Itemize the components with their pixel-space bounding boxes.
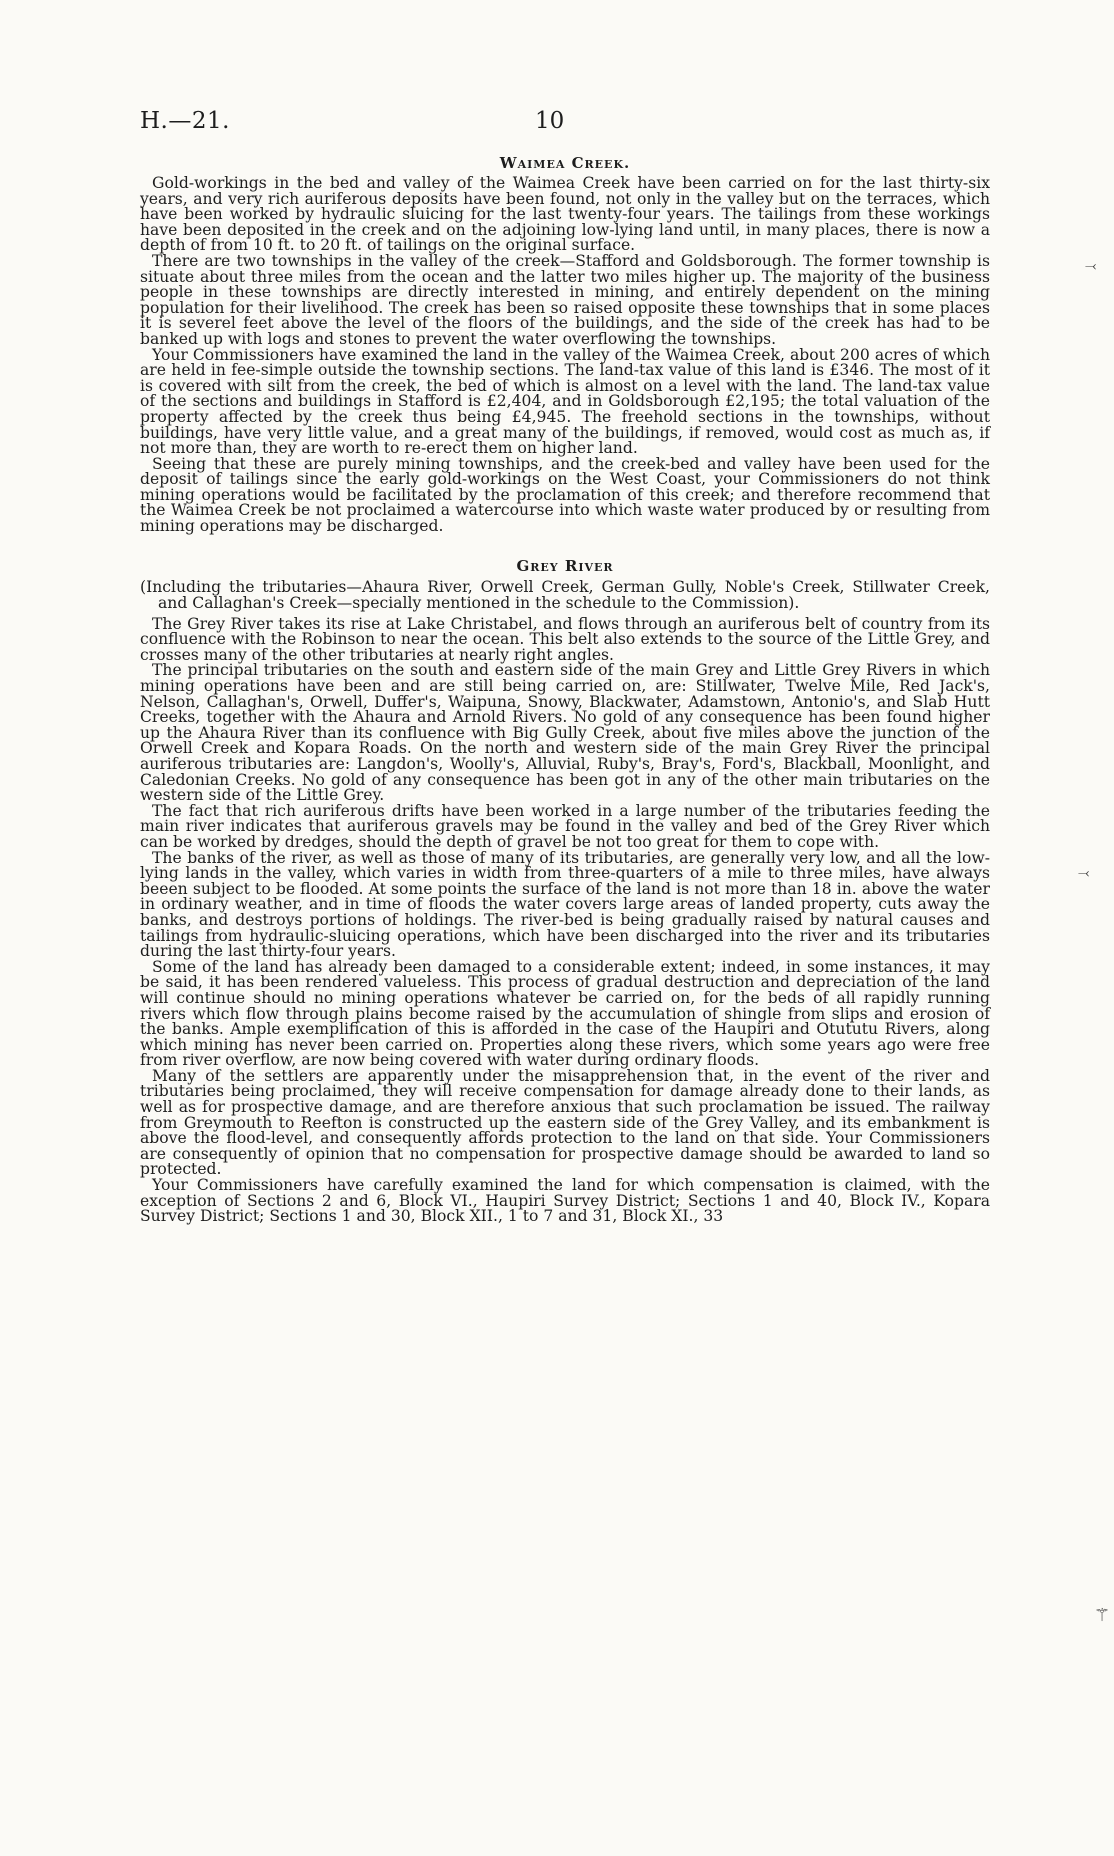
- paragraph: Some of the land has already been damaged to a considerable extent; indeed, in some instances, it may be said, it has been rendered valueless. This process of gradual destruction and depreciation of the land will continue should no mining operations whatever be carried on, for the beds of all rapidly running rivers which flow through plains become raised by the accumulation of shingle from slips and erosion of the banks. Ample exemplification of this is afforded in the case of the Haupiri and Otututu Rivers, along which mining has never been carried on. Properties along these rivers, which some years ago were free from river overflow, are now being covered with water during ordinary floods.: [140, 957, 990, 1070]
- paragraph: Many of the settlers are apparently under the misapprehension that, in the event of the river and tributaries being proclaimed, they will receive compensation for damage already done to their lands, as well as for prospective damage, and are therefore anxious that such proclamation be issued. The railway from Greymouth to Reefton is constructed up the eastern side of the Grey Valley, and its embankment is above the flood-level, and consequently affords protection to the land on that side. Your Commissioners are consequently of opinion that no compensation for prospective damage should be awarded to land so protected.: [140, 1066, 990, 1179]
- paragraph: Your Commissioners have carefully examined the land for which compensation is claimed, with the exception of Sections 2 and 6, Block VI., Haupiri Survey District; Sections 1 and 40, Block IV., Kopara Survey District; Sections 1 and 30, Block XII., 1 to 7 and 31, Block XI., 33: [140, 1176, 990, 1226]
- section-waimea-creek: [140, 154, 990, 535]
- section-grey-river: [140, 557, 990, 1225]
- section-heading: Grey River: [516, 556, 614, 575]
- paragraph: Gold-workings in the bed and valley of the Waimea Creek have been carried on for the last thirty-six years, and very rich auriferous deposits have been found, not only in the valley but on the terraces, which have been worked by hydraulic sluicing for the last twenty-four years. The tailings from these workings have been deposited in the creek and on the adjoining low-lying land until, in many places, there is now a depth of from 10 ft. to 20 ft. of tailings on the original surface.: [140, 174, 990, 255]
- section-note: (Including the tributaries—Ahaura River, Orwell Creek, German Gully, Noble's Creek, Stillwater Creek, and Callaghan's Creek—specially mentioned in the schedule to the Commission).: [140, 577, 990, 612]
- paragraph: The principal tributaries on the south and eastern side of the main Grey and Little Grey Rivers in which mining operations have been and are still being carried on, are: Stillwater, Twelve Mile, Red Jack's, Nelson, Callaghan's, Orwell, Duffer's, Waipuna, Snowy, Blackwater, Adamstown, Antonio's, and Slab Hutt Creeks, together with the Ahaura and Arnold Rivers. No gold of any consequence has been found higher up the Ahaura River than its confluence with Big Gully Creek, about five miles above the junction of the Orwell Creek and Kopara Roads. On the north and western side of the main Grey River the principal auriferous tributaries are: Langdon's, Woolly's, Alluvial, Ruby's, Bray's, Ford's, Blackball, Moonlight, and Caledonian Creeks. No gold of any consequence has been got in any of the other main tributaries on the western side of the Little Grey.: [140, 661, 990, 805]
- paragraph: Seeing that these are purely mining townships, and the creek-bed and valley have been used for the deposit of tailings since the early gold-workings on the West Coast, your Commissioners do not think mining operations would be facilitated by the proclamation of this creek; and therefore recommend that the Waimea Creek be not proclaimed a watercourse into which waste water produced by or resulting from mining operations may be discharged.: [140, 454, 990, 536]
- paragraph: Your Commissioners have examined the land in the valley of the Waimea Creek, about 200 acres of which are held in fee-simple outside the township sections. The land-tax value of this land is £346. The most of it is covered with silt from the creek, the bed of which is almost on a level with the land. The land-tax value of the sections and buildings in Stafford is £2,404, and in Goldsborough £2,195; the total valuation of the property affected by the creek thus being £4,945. The freehold sections in the townships, without buildings, have very little value, and a great many of the buildings, if removed, would cost as much as, if not more than, they are worth to re-erect them on higher land.: [140, 345, 990, 458]
- margin-mark: ⤙: [1085, 258, 1097, 274]
- paragraph: The Grey River takes its rise at Lake Christabel, and flows through an auriferous belt of country from its confluence with the Robinson to near the ocean. This belt also extends to the source of the Little Grey, and crosses many of the other tributaries at nearly right angles.: [140, 614, 990, 664]
- section-heading: Waimea Creek.: [499, 154, 631, 172]
- page-header: [140, 108, 990, 142]
- paragraph: The fact that rich auriferous drifts have been worked in a large number of the tributaries feeding the main river indicates that auriferous gravels may be found in the valley and bed of the Grey River which can be worked by dredges, should the depth of gravel be not too great for them to cope with.: [140, 801, 990, 851]
- document-page: [140, 108, 990, 1225]
- page-number: 10: [535, 108, 565, 134]
- margin-mark: ⤙: [1078, 865, 1090, 881]
- margin-mark: ⚚: [1094, 1605, 1111, 1626]
- document-code: H.—21.: [140, 108, 230, 134]
- paragraph: The banks of the river, as well as those of many of its tributaries, are generally very low, and all the low-lying lands in the valley, which varies in width from three-quarters of a mile to three miles, have always beeen subject to be flooded. At some points the surface of the land is not more than 18 in. above the water in ordinary weather, and in time of floods the water covers large areas of landed property, cuts away the banks, and destroys portions of holdings. The river-bed is being gradually raised by natural causes and tailings from hydraulic-sluicing operations, which have been discharged into the river and its tributaries during the last thirty-four years.: [140, 848, 990, 961]
- paragraph: There are two townships in the valley of the creek—Stafford and Goldsborough. The former township is situate about three miles from the ocean and the latter two miles higher up. The majority of the business people in these townships are directly interested in mining, and entirely dependent on the mining population for their livelihood. The creek has been so raised opposite these townships that in some places it is severel feet above the level of the floors of the buildings, and the side of the creek has had to be banked up with logs and stones to prevent the water overflowing the townships.: [140, 251, 990, 348]
